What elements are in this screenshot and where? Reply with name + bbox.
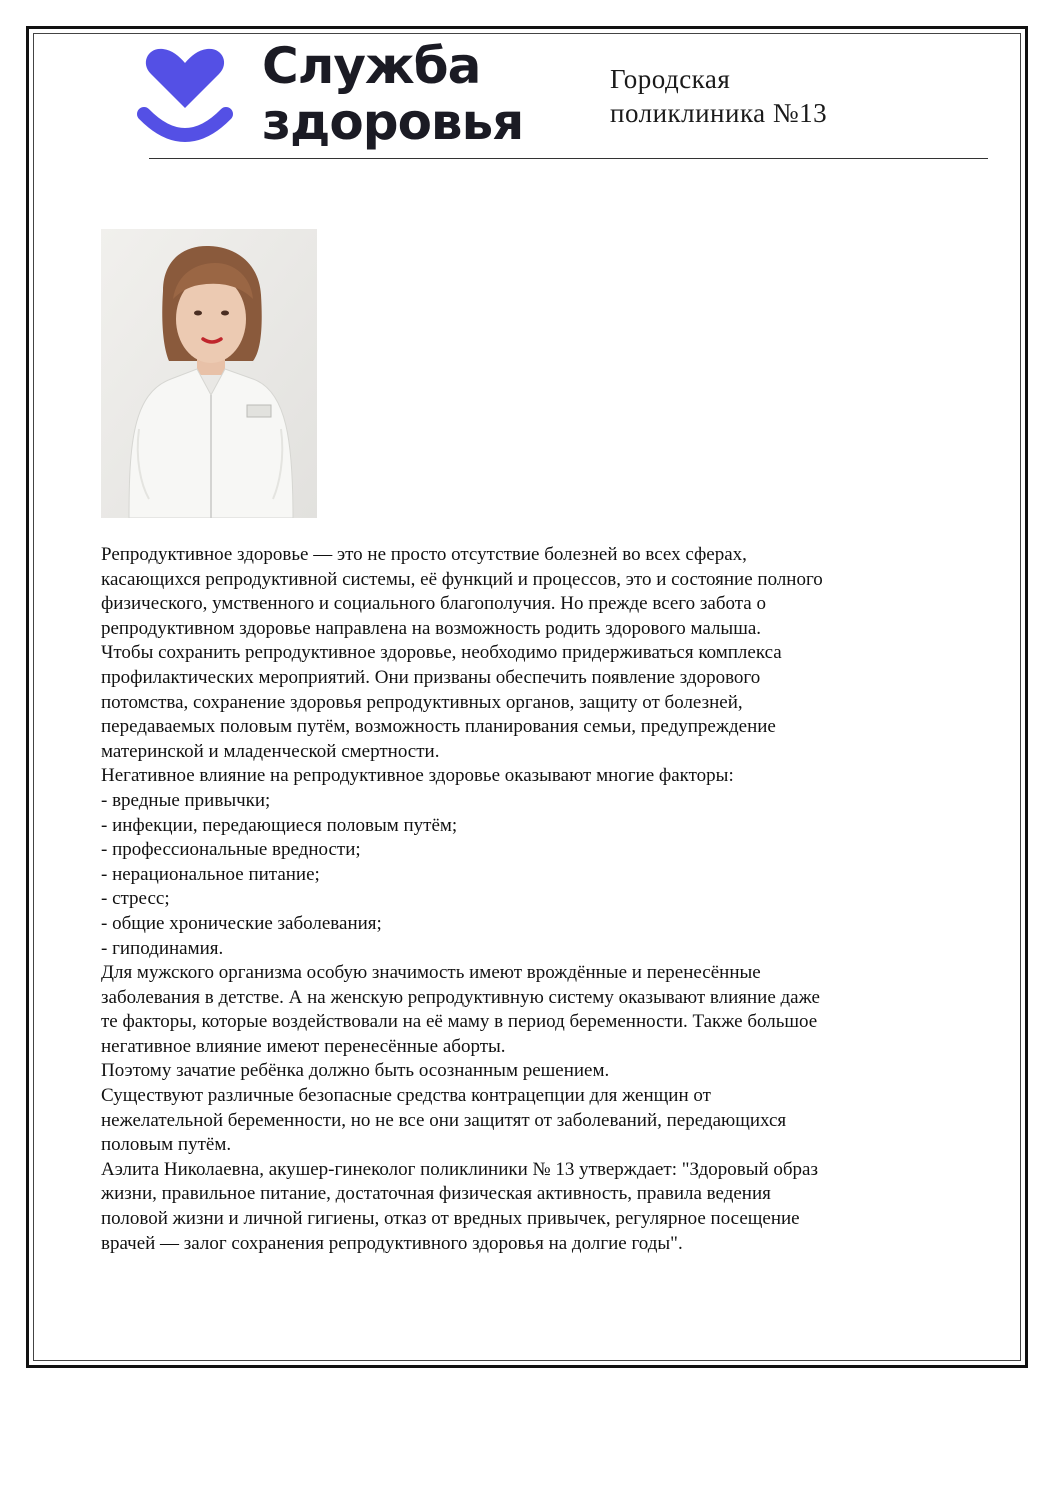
header-divider	[149, 158, 988, 159]
article-line: профилактических мероприятий. Они призваны обеспечить появление здорового	[101, 666, 761, 688]
article-line: - инфекции, передающиеся половым путём;	[101, 814, 458, 836]
article-line: нежелательной беременности, но не все они защитят от заболеваний, передающихся	[101, 1109, 787, 1131]
logo-heart	[146, 49, 224, 108]
logo-smile	[144, 114, 226, 135]
article-line: жизни, правильное питание, достаточная физическая активность, правила ведения	[101, 1183, 771, 1205]
clinic-name	[610, 62, 827, 130]
article-line: - общие хронические заболевания;	[101, 912, 382, 934]
article-line: Аэлита Николаевна, акушер-гинеколог поликлиники № 13 утверждает: "Здоровый образ	[101, 1158, 818, 1180]
article-line: Репродуктивное здоровье — это не просто отсутствие болезней во всех сферах,	[101, 544, 747, 565]
brand-line-2: здоровья	[262, 93, 524, 151]
article-line: те факторы, которые воздействовали на её маму в период беременности. Также большое	[101, 1011, 818, 1033]
article-line: - нерациональное питание;	[101, 863, 320, 885]
article-line: физического, умственного и социального благополучия. Но прежде всего забота о	[101, 593, 766, 615]
article-line: касающихся репродуктивной системы, её функций и процессов, это и состояние полного	[101, 568, 823, 590]
article-line: негативное влияние имеют перенесённые аборты.	[101, 1035, 506, 1057]
article-line: передаваемых половым путём, возможность планирования семьи, предупреждение	[101, 716, 776, 738]
article-body	[101, 543, 951, 1256]
doctor-portrait-photo	[101, 229, 317, 518]
article-line: материнской и младенческой смертности.	[101, 740, 440, 762]
article-line: - стресс;	[101, 888, 170, 910]
clinic-line-2: поликлиника №13	[610, 98, 828, 128]
article-line: - профессиональные вредности;	[101, 839, 361, 861]
article-line: Для мужского организма особую значимость имеют врождённые и перенесённые	[101, 962, 761, 984]
article-line: Существуют различные безопасные средства контрацепции для женщин от	[101, 1085, 711, 1107]
article-line: половой жизни и личной гигиены, отказ от вредных привычек, регулярное посещение	[101, 1208, 800, 1230]
article-line: врачей — залог сохранения репродуктивного здоровья на долгие годы".	[101, 1232, 683, 1254]
article-line: потомства, сохранение здоровья репродуктивных органов, защиту от болезней,	[101, 691, 743, 713]
article-line: Поэтому зачатие ребёнка должно быть осознанным решением.	[101, 1060, 610, 1082]
brand-title	[262, 38, 523, 150]
article-line: заболевания в детстве. А на женскую репродуктивную систему оказывают влияние даже	[101, 986, 820, 1008]
clinic-line-1: Городская	[610, 64, 731, 94]
article-line: половым путём.	[101, 1134, 232, 1156]
article-line: - гиподинамия.	[101, 937, 224, 959]
article-line: - вредные привычки;	[101, 789, 271, 811]
article-line: Негативное влияние на репродуктивное здоровье оказывают многие факторы:	[101, 765, 734, 787]
article-line: репродуктивном здоровье направлена на возможность родить здорового малыша.	[101, 617, 762, 639]
brand-line-1: Служба	[262, 37, 481, 95]
heart-smile-logo-icon	[135, 44, 235, 144]
article-line: Чтобы сохранить репродуктивное здоровье, необходимо придерживаться комплекса	[101, 642, 782, 664]
